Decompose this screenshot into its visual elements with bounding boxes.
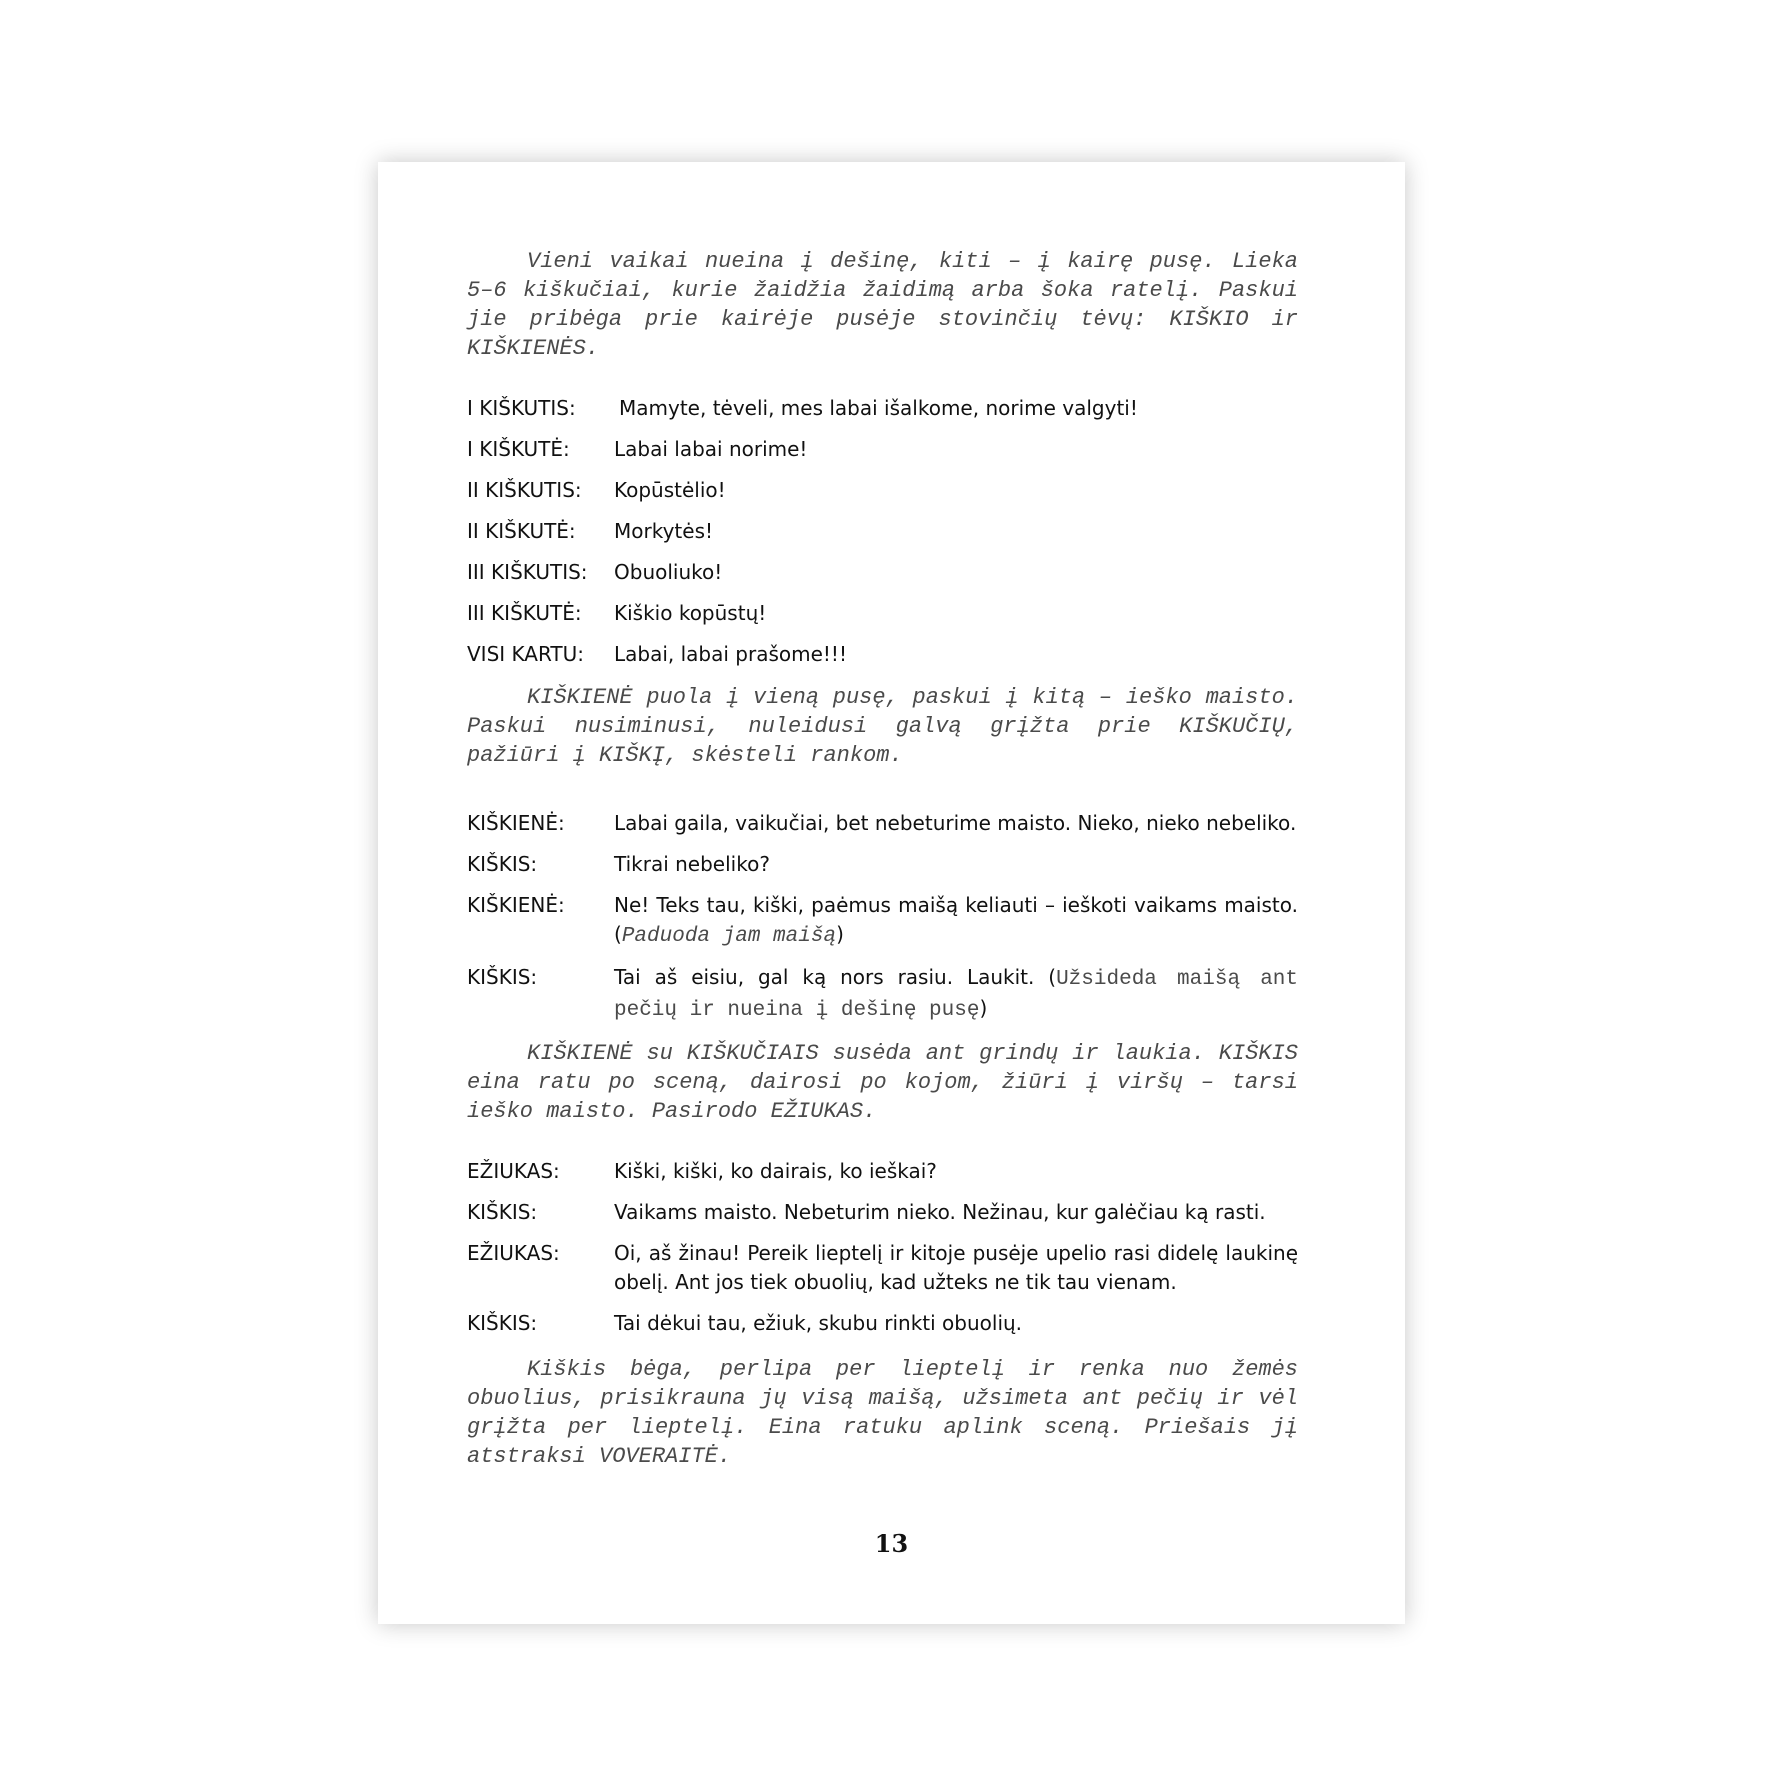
speech-text: Kiški, kiški, ko dairais, ko ieškai?	[614, 1159, 937, 1183]
speech-main: Tai aš eisiu, gal ką nors rasiu. Laukit. (	[614, 965, 1057, 989]
speaker-name: KIŠKIS:	[467, 1200, 538, 1224]
speech-text: Mamyte, tėveli, mes labai išalkome, norime valgyti!	[619, 396, 1138, 420]
speaker-name: KIŠKIS:	[467, 1311, 538, 1335]
speech-text: Kiškio kopūstų!	[614, 601, 767, 625]
dialog-line	[467, 850, 1298, 879]
speech-text: Obuoliuko!	[614, 560, 723, 584]
stage-aside: Paduoda jam maišą	[621, 925, 837, 948]
dialog-line	[467, 1239, 1298, 1297]
speech-text: Kopūstėlio!	[614, 478, 726, 502]
speech-text: Oi, aš žinau! Pereik lieptelį ir kitoje pusėje upelio rasi didelę laukinę obelį. Ant jos tiek obuolių, kad užteks ne tik tau vienam.	[614, 1241, 1298, 1294]
speech-text	[614, 891, 1298, 951]
speech-closing: )	[979, 996, 988, 1020]
speech-text	[614, 963, 1298, 1025]
stage-direction: KIŠKIENĖ su KIŠKUČIAIS susėda ant grindų ir laukia. KIŠKIS eina ratu po sceną, dairosi po kojom, žiūri į viršų – tarsi ieško maisto. Pasirodo EŽIUKAS.	[467, 1041, 1298, 1124]
speech-text: Tikrai nebeliko?	[614, 852, 770, 876]
speaker-name: KIŠKIENĖ:	[467, 893, 565, 917]
stage-aside: Užsideda maišą ant pečių ir nueina į dešinę pusę	[614, 968, 1298, 1022]
stage-direction: Vieni vaikai nueina į dešinę, kiti – į kairę pusę. Lieka 5–6 kiškučiai, kurie žaidžia žaidimą arba šoka ratelį. Paskui jie pribėga prie kairėje pusėje stovinčių tėvų: KIŠKIO ir KIŠKIENĖS.	[467, 249, 1298, 361]
speaker-name: KIŠKIS:	[467, 852, 538, 876]
dialog-line	[467, 435, 1298, 464]
speech-text: Labai gaila, vaikučiai, bet nebeturime maisto. Nieko, nieko nebeliko.	[614, 811, 1297, 835]
dialog-line	[467, 394, 1298, 423]
dialog-line	[467, 1198, 1298, 1227]
speaker-name: III KIŠKUTĖ:	[467, 601, 582, 625]
page-number: 13	[874, 1529, 909, 1558]
dialog-line	[467, 517, 1298, 546]
speech-text: Tai dėkui tau, ežiuk, skubu rinkti obuolių.	[614, 1311, 1023, 1335]
speaker-name: EŽIUKAS:	[467, 1241, 560, 1265]
speaker-name: III KIŠKUTIS:	[467, 560, 588, 584]
dialog-line	[467, 809, 1298, 838]
speech-main: Ne! Teks tau, kiški, paėmus maišą keliauti – ieškoti vaikams maisto. (	[614, 893, 1298, 946]
stage-direction: KIŠKIENĖ puola į vieną pusę, paskui į kitą – ieško maisto. Paskui nusiminusi, nuleidusi galvą grįžta prie KIŠKUČIŲ, pažiūri į KIŠKĮ, skėsteli rankom.	[467, 685, 1298, 768]
dialog-block	[467, 809, 1298, 1025]
dialog-block	[467, 394, 1298, 669]
speaker-name: II KIŠKUTĖ:	[467, 519, 576, 543]
speaker-name: VISI KARTU:	[467, 642, 585, 666]
dialog-line	[467, 599, 1298, 628]
dialog-block	[467, 1157, 1298, 1338]
speech-text: Vaikams maisto. Nebeturim nieko. Nežinau, kur galėčiau ką rasti.	[614, 1200, 1266, 1224]
stage-direction: Kiškis bėga, perlipa per lieptelį ir renka nuo žemės obuolius, prisikrauna jų visą maišą, užsimeta ant pečių ir vėl grįžta per lieptelį. Eina ratuku aplink sceną. Priešais jį atstraksi VOVERAITĖ.	[467, 1357, 1298, 1469]
dialog-line	[467, 476, 1298, 505]
speech-text: Labai labai norime!	[614, 437, 808, 461]
dialog-line	[467, 891, 1298, 951]
speaker-name: I KIŠKUTĖ:	[467, 437, 570, 461]
dialog-line	[467, 963, 1298, 1025]
speech-closing: )	[836, 922, 844, 946]
dialog-line	[467, 640, 1298, 669]
book-page	[378, 162, 1405, 1624]
page-content	[467, 247, 1298, 1471]
speech-text: Morkytės!	[614, 519, 714, 543]
dialog-line	[467, 1157, 1298, 1186]
speech-text: Labai, labai prašome!!!	[614, 642, 847, 666]
speaker-name: KIŠKIS:	[467, 965, 538, 989]
speaker-name: II KIŠKUTIS:	[467, 478, 582, 502]
dialog-line	[467, 1309, 1298, 1338]
speaker-name: KIŠKIENĖ:	[467, 811, 565, 835]
speaker-name: EŽIUKAS:	[467, 1159, 560, 1183]
speaker-name: I KIŠKUTIS:	[467, 396, 576, 420]
dialog-line	[467, 558, 1298, 587]
